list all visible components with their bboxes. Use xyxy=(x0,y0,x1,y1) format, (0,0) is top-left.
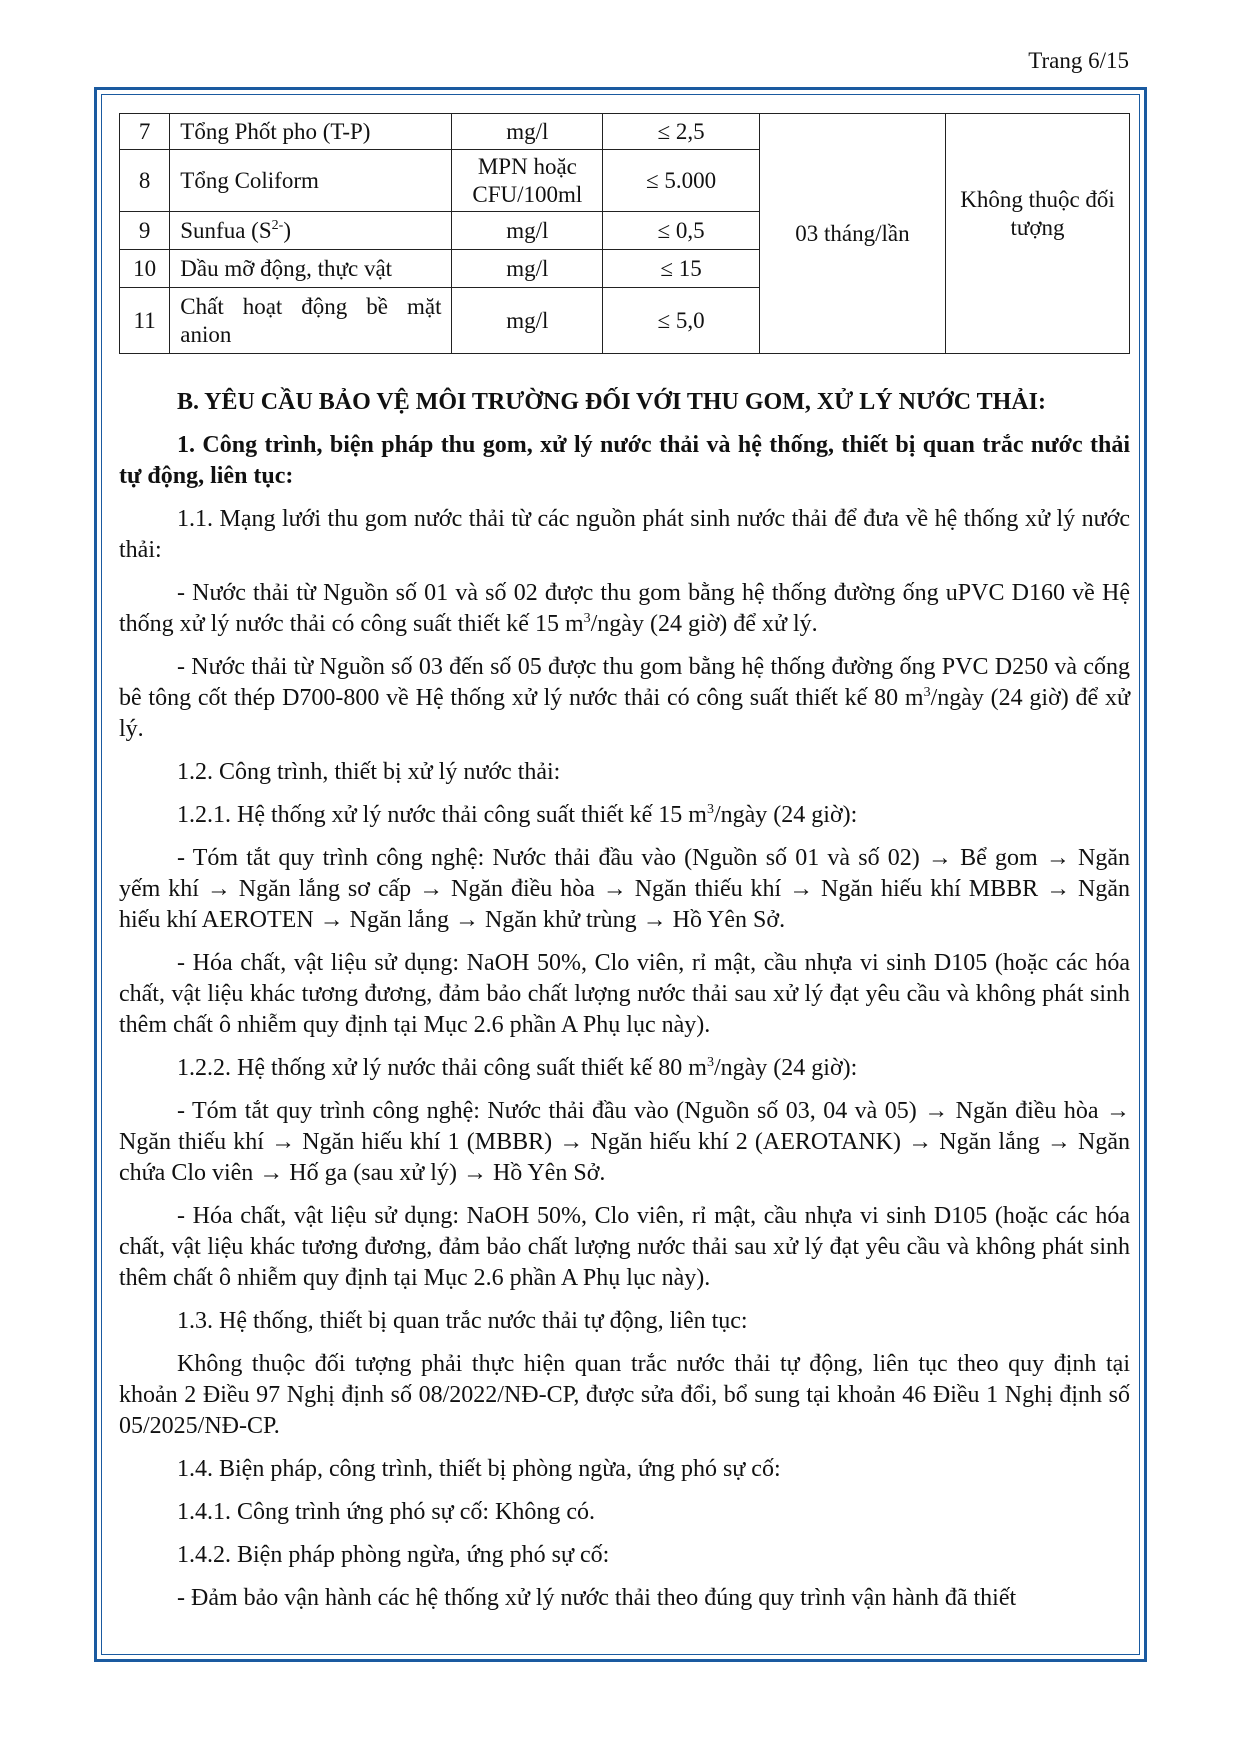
paragraph-1-2-1-b: - Hóa chất, vật liệu sử dụng: NaOH 50%, Clo viên, rỉ mật, cầu nhựa vi sinh D105 (hoặc các hóa chất, vật liệu khác tương đương, đảm bảo chất lượng nước thải sau xử lý đạt yêu cầu và không phát sinh thêm chất ô nhiễm quy định tại Mục 2.6 phần A Phụ lục này). xyxy=(119,950,1130,1038)
paragraph-1-4: 1.4. Biện pháp, công trình, thiết bị phòng ngừa, ứng phó sự cố: xyxy=(177,1456,781,1482)
paragraph-1-2-1-a: - Tóm tắt quy trình công nghệ: Nước thải đầu vào (Nguồn số 01 và số 02) → Bể gom → Ngăn yếm khí → Ngăn lắng sơ cấp → Ngăn điều hòa → Ngăn thiếu khí → Ngăn hiếu khí MBBR → Ngăn hiếu khí AEROTEN → Ngăn lắng → Ngăn khử trùng → Hồ Yên Sở. xyxy=(119,845,1130,933)
paragraph-text: /ngày (24 giờ): xyxy=(713,802,858,828)
paragraph-1-1-a xyxy=(119,578,1130,640)
paragraph-1-4-2-a: - Đảm bảo vận hành các hệ thống xử lý nước thải theo đúng quy trình vận hành đã thiết xyxy=(177,1585,1017,1611)
parameter-name xyxy=(170,212,452,250)
page-number: Trang 6/15 xyxy=(1028,48,1129,73)
paragraph-1-2-1 xyxy=(119,800,1130,831)
parameter-name: Tổng Phốt pho (T-P) xyxy=(170,114,452,150)
parameter-unit: mg/l xyxy=(452,212,603,250)
parameter-name: Dầu mỡ động, thực vật xyxy=(170,250,452,288)
paragraph-text: - Nước thải từ Nguồn số 03 đến số 05 được thu gom bằng hệ thống đường ống PVC D250 và cống bê tông cốt thép D700-800 về Hệ thống xử lý nước thải có công suất thiết kế 80 m xyxy=(119,654,1130,711)
row-number: 10 xyxy=(120,250,170,288)
parameter-limit: ≤ 0,5 xyxy=(603,212,760,250)
parameter-name-text: Sunfua (S xyxy=(180,217,272,243)
paragraph-1-2-2 xyxy=(119,1053,1130,1084)
subsection-heading: 1. Công trình, biện pháp thu gom, xử lý nước thải và hệ thống, thiết bị quan trắc nước thải tự động, liên tục: xyxy=(119,432,1130,489)
charge-superscript: 2- xyxy=(271,217,284,233)
cubic-superscript: 3 xyxy=(706,802,714,817)
parameter-limit: ≤ 5,0 xyxy=(603,288,760,354)
parameter-name: Chất hoạt động bề mặt anion xyxy=(170,288,452,354)
row-number: 9 xyxy=(120,212,170,250)
paragraph-text: 1.2.1. Hệ thống xử lý nước thải công suất thiết kế 15 m xyxy=(177,802,707,828)
row-number: 11 xyxy=(120,288,170,354)
paragraph-1-1-b xyxy=(119,652,1130,745)
section-title: B. YÊU CẦU BẢO VỆ MÔI TRƯỜNG ĐỐI VỚI THU GOM, XỬ LÝ NƯỚC THẢI: xyxy=(177,389,1046,415)
paragraph-1-2: 1.2. Công trình, thiết bị xử lý nước thải: xyxy=(177,759,561,785)
paragraph-text: /ngày (24 giờ): xyxy=(713,1055,858,1081)
paragraph-1-4-2: 1.4.2. Biện pháp phòng ngừa, ứng phó sự cố: xyxy=(177,1542,610,1568)
cubic-superscript: 3 xyxy=(706,1055,714,1070)
paragraph-1-1: 1.1. Mạng lưới thu gom nước thải từ các nguồn phát sinh nước thải để đưa về hệ thống xử lý nước thải: xyxy=(119,506,1130,563)
section-b-content xyxy=(119,387,1130,1626)
monitoring-frequency: 03 tháng/lần xyxy=(759,114,945,354)
cubic-superscript: 3 xyxy=(923,685,931,700)
table-row xyxy=(120,114,1130,150)
paragraph-1-4-1: 1.4.1. Công trình ứng phó sự cố: Không có. xyxy=(177,1499,595,1525)
paragraph-text: /ngày (24 giờ) để xử lý. xyxy=(119,685,1131,742)
paragraph-1-3: 1.3. Hệ thống, thiết bị quan trắc nước thải tự động, liên tục: xyxy=(177,1308,748,1334)
row-number: 7 xyxy=(120,114,170,150)
parameter-unit: mg/l xyxy=(452,288,603,354)
paragraph-text: - Nước thải từ Nguồn số 01 và số 02 được thu gom bằng hệ thống đường ống uPVC D160 về Hệ thống xử lý nước thải có công suất thiết kế 15 m xyxy=(119,580,1130,637)
parameter-name-end: ) xyxy=(283,217,291,243)
parameter-unit: MPN hoặc CFU/100ml xyxy=(452,150,603,212)
paragraph-1-3-a: Không thuộc đối tượng phải thực hiện quan trắc nước thải tự động, liên tục theo quy định tại khoản 2 Điều 97 Nghị định số 08/2022/NĐ-CP, được sửa đổi, bổ sung tại khoản 46 Điều 1 Nghị định số 05/2025/NĐ-CP. xyxy=(119,1351,1130,1439)
paragraph-1-2-2-b: - Hóa chất, vật liệu sử dụng: NaOH 50%, Clo viên, rỉ mật, cầu nhựa vi sinh D105 (hoặc các hóa chất, vật liệu khác tương đương, đảm bảo chất lượng nước thải sau xử lý đạt yêu cầu và không phát sinh thêm chất ô nhiễm quy định tại Mục 2.6 phần A Phụ lục này). xyxy=(119,1203,1130,1291)
parameter-limit: ≤ 2,5 xyxy=(603,114,760,150)
cubic-superscript: 3 xyxy=(583,611,591,626)
paragraph-text: /ngày (24 giờ) để xử lý. xyxy=(590,611,818,637)
parameter-name: Tổng Coliform xyxy=(170,150,452,212)
parameter-table xyxy=(119,113,1130,354)
automatic-monitoring-status: Không thuộc đối tượng xyxy=(946,114,1130,354)
parameter-limit: ≤ 15 xyxy=(603,250,760,288)
parameter-limit: ≤ 5.000 xyxy=(603,150,760,212)
paragraph-1-2-2-a: - Tóm tắt quy trình công nghệ: Nước thải đầu vào (Nguồn số 03, 04 và 05) → Ngăn điều hòa → Ngăn thiếu khí → Ngăn hiếu khí 1 (MBBR) → Ngăn hiếu khí 2 (AEROTANK) → Ngăn lắng → Ngăn chứa Clo viên → Hố ga (sau xử lý) → Hồ Yên Sở. xyxy=(119,1098,1130,1186)
row-number: 8 xyxy=(120,150,170,212)
paragraph-text: 1.2.2. Hệ thống xử lý nước thải công suất thiết kế 80 m xyxy=(177,1055,707,1081)
parameter-unit: mg/l xyxy=(452,114,603,150)
parameter-unit: mg/l xyxy=(452,250,603,288)
